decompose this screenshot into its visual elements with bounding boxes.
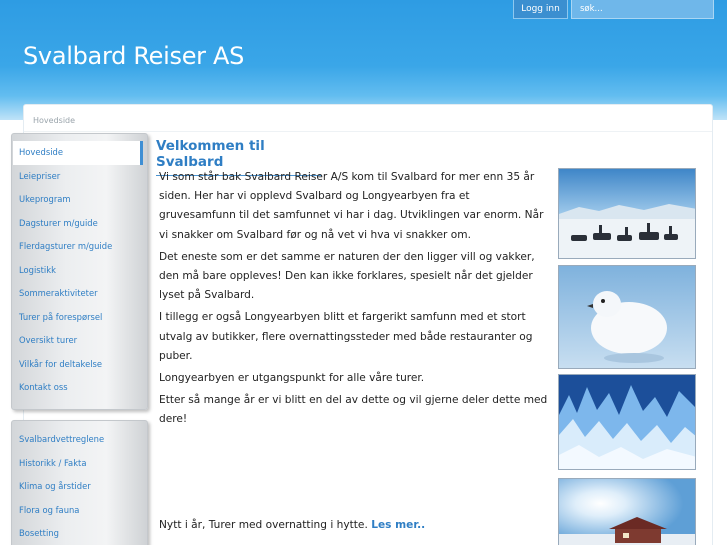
search-input[interactable] [571, 0, 714, 19]
sidebar-nav-primary [11, 133, 148, 410]
intro-text [159, 168, 549, 433]
sidebar-item-leiepriser[interactable]: Leiepriser [19, 170, 61, 181]
paragraph: Etter så mange år er vi blitt en del av dette og vil gjerne deler dette med dere! [159, 394, 548, 426]
breadcrumb-divider [24, 131, 712, 132]
paragraph: Det eneste som er det samme er naturen der den ligger vill og vakker, den må bare oppleves! Den kan ikke forklares, spesielt når det gjelder lyset på Svalbard. [159, 250, 535, 302]
page-title: Velkommen til Svalbard [156, 138, 322, 176]
sidebar-item-klima[interactable]: Klima og årstider [19, 481, 91, 491]
paragraph: I tillegg er også Longyearbyen blitt et fargerikt samfunn med et stort utvalg av butikker, flere overnattingssteder med både restauranter og puber. [159, 311, 533, 362]
news-text: Nytt i år, Turer med overnatting i hytte. [159, 519, 368, 531]
snowmobile-photo [558, 168, 696, 259]
site-title[interactable]: Svalbard Reiser AS [23, 42, 245, 70]
login-button[interactable]: Logg inn [513, 0, 568, 19]
sidebar-item-kontakt[interactable]: Kontakt oss [19, 382, 68, 392]
ptarmigan-photo [558, 265, 696, 369]
sidebar-item-svalbardvettreglene[interactable]: Svalbardvettreglene [19, 434, 105, 444]
sidebar-item-logistikk[interactable]: Logistikk [19, 264, 56, 275]
ice-formation-photo [558, 374, 696, 470]
sidebar-item-bosetting[interactable]: Bosetting [19, 528, 59, 538]
sidebar-item-oversikt-turer[interactable]: Oversikt turer [19, 335, 78, 345]
sidebar-item-sommeraktiviteter[interactable]: Sommeraktiviteter [19, 288, 98, 298]
sidebar-item-flerdagsturer[interactable]: Flerdagsturer m/guide [19, 241, 113, 251]
sidebar-item-historikk[interactable]: Historikk / Fakta [19, 457, 87, 468]
paragraph: Longyearbyen er utgangspunkt for alle våre turer. [159, 372, 425, 385]
sidebar-item-dagsturer[interactable]: Dagsturer m/guide [19, 217, 98, 228]
news-line [159, 519, 425, 531]
paragraph: Vi som står bak Svalbard Reiser A/S kom til Svalbard for mer enn 35 år siden. Her har vi opplevd Svalbard og Longyearbyen fra et gruvesamfunn til det samfunnet vi har i dag. Utviklingen var enorm. Når vi snakker om Svalbard før og nå vet vi hva vi snakker om. [159, 171, 544, 241]
sidebar-item-turer-foresporsel[interactable]: Turer på forespørsel [19, 311, 103, 322]
sidebar-item-hovedside[interactable]: Hovedside [13, 141, 143, 165]
sidebar-item-vilkar[interactable]: Vilkår for deltakelse [19, 358, 103, 369]
breadcrumb[interactable]: Hovedside [33, 116, 76, 125]
read-more-link[interactable]: Les mer.. [371, 519, 426, 531]
sidebar-nav-secondary [11, 420, 148, 545]
sidebar-item-flora[interactable]: Flora og fauna [19, 504, 80, 515]
cabin-photo [558, 478, 696, 545]
sidebar-item-ukeprogram[interactable]: Ukeprogram [19, 194, 71, 204]
